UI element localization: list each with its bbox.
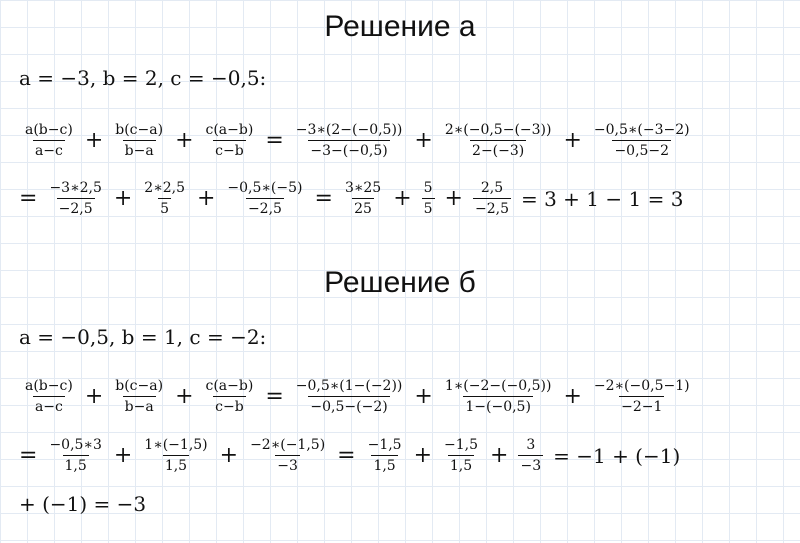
- denominator: b−a: [123, 396, 156, 415]
- fraction: [47, 437, 103, 474]
- denominator: a−c: [33, 140, 65, 159]
- plus-sign: +: [444, 186, 463, 212]
- heading-solution-b: Решение б: [324, 266, 476, 299]
- numerator: c(a−b): [205, 378, 254, 394]
- fraction: [23, 122, 75, 159]
- given-values-b: [19, 325, 266, 349]
- equals-sign: =: [337, 443, 356, 469]
- heading-solution-a: Решение а: [324, 10, 476, 43]
- equals-sign: =: [265, 128, 284, 154]
- numerator: 5: [423, 180, 433, 196]
- plus-sign: +: [84, 128, 104, 154]
- equation-line-b2: [19, 437, 680, 474]
- equals-sign: =: [19, 186, 38, 212]
- denominator: 1,5: [163, 455, 189, 474]
- fraction: [443, 378, 554, 415]
- numerator: −1,5: [444, 437, 479, 453]
- fraction: [248, 437, 327, 474]
- plus-sign: +: [414, 384, 433, 410]
- plus-sign: +: [175, 128, 194, 154]
- numerator: −0,5∗(−5): [227, 180, 303, 196]
- equals-sign: =: [314, 186, 333, 212]
- fraction: [142, 437, 209, 474]
- fraction: [113, 378, 165, 415]
- numerator: −3∗(2−(−0,5)): [295, 122, 403, 138]
- plus-sign: +: [490, 443, 509, 469]
- fraction: [518, 437, 543, 474]
- plus-sign: +: [219, 443, 239, 469]
- equation-line-a2: [19, 180, 683, 217]
- denominator: −0,5−(−2): [308, 396, 389, 415]
- numerator: 1∗(−2−(−0,5)): [444, 378, 552, 394]
- equation-line-a1: [19, 122, 696, 159]
- numerator: a(b−c): [25, 378, 73, 394]
- fraction: [47, 180, 103, 217]
- numerator: 2,5: [480, 180, 504, 196]
- equation-line-b3: [19, 492, 146, 516]
- numerator: 1∗(−1,5): [144, 437, 208, 453]
- fraction: [142, 180, 187, 217]
- denominator: 5: [422, 198, 435, 217]
- numerator: a(b−c): [25, 122, 73, 138]
- numerator: −2∗(−0,5−1): [593, 378, 690, 394]
- denominator: b−a: [123, 140, 156, 159]
- equals-sign: =: [19, 443, 38, 469]
- denominator: 2−(−3): [470, 140, 526, 159]
- fraction: [294, 122, 405, 159]
- equation-line-b1: [19, 378, 696, 415]
- denominator: −0,5−2: [612, 140, 671, 159]
- numerator: 2∗(−0,5−(−3)): [444, 122, 552, 138]
- denominator: 1,5: [371, 455, 397, 474]
- given-text-a: a = −3, b = 2, c = −0,5:: [19, 66, 267, 90]
- denominator: c−b: [213, 396, 246, 415]
- plus-sign: +: [563, 384, 582, 410]
- given-text-b: a = −0,5, b = 1, c = −2:: [19, 325, 267, 349]
- denominator: c−b: [213, 140, 246, 159]
- plus-sign: +: [393, 186, 412, 212]
- plus-sign: +: [414, 128, 433, 154]
- denominator: 1,5: [448, 455, 474, 474]
- denominator: −3: [275, 455, 300, 474]
- equals-sign: =: [265, 384, 284, 410]
- numerator: b(c−a): [115, 378, 164, 394]
- denominator: 25: [352, 198, 374, 217]
- fraction: [442, 437, 480, 474]
- fraction: [592, 378, 692, 415]
- numerator: c(a−b): [205, 122, 254, 138]
- denominator: 1,5: [63, 455, 89, 474]
- denominator: −3−(−0,5): [308, 140, 389, 159]
- denominator: 1−(−0,5): [463, 396, 533, 415]
- denominator: 5: [158, 198, 171, 217]
- fraction: [343, 180, 383, 217]
- denominator: −2,5: [473, 198, 511, 217]
- numerator: 2∗2,5: [144, 180, 185, 196]
- denominator: a−c: [33, 396, 65, 415]
- plus-sign: +: [563, 128, 582, 154]
- numerator: −1,5: [367, 437, 402, 453]
- fraction: [294, 378, 405, 415]
- result-text-a: = 3 + 1 − 1 = 3: [520, 186, 684, 211]
- numerator: −0,5∗3: [49, 437, 102, 453]
- numerator: −0,5∗(1−(−2)): [295, 378, 403, 394]
- fraction: [473, 180, 511, 217]
- numerator: −2∗(−1,5): [250, 437, 326, 453]
- plus-sign: +: [113, 186, 133, 212]
- numerator: −0,5∗(−3−2): [593, 122, 690, 138]
- plus-sign: +: [84, 384, 104, 410]
- fraction: [204, 122, 256, 159]
- result-continuation-b: + (−1) = −3: [19, 492, 147, 516]
- denominator: −3: [518, 455, 543, 474]
- fraction: [113, 122, 165, 159]
- result-text-b: = −1 + (−1): [553, 443, 681, 468]
- fraction: [366, 437, 404, 474]
- plus-sign: +: [113, 443, 133, 469]
- denominator: −2−1: [619, 396, 664, 415]
- given-values-a: [19, 66, 266, 90]
- numerator: 3: [526, 437, 536, 453]
- numerator: b(c−a): [115, 122, 164, 138]
- denominator: −2,5: [57, 198, 95, 217]
- fraction: [225, 180, 304, 217]
- numerator: −3∗2,5: [49, 180, 102, 196]
- denominator: −2,5: [246, 198, 284, 217]
- fraction: [443, 122, 554, 159]
- fraction: [592, 122, 692, 159]
- fraction: [23, 378, 75, 415]
- plus-sign: +: [413, 443, 433, 469]
- fraction: [422, 180, 435, 217]
- numerator: 3∗25: [344, 180, 382, 196]
- fraction: [204, 378, 256, 415]
- plus-sign: +: [175, 384, 194, 410]
- plus-sign: +: [196, 186, 216, 212]
